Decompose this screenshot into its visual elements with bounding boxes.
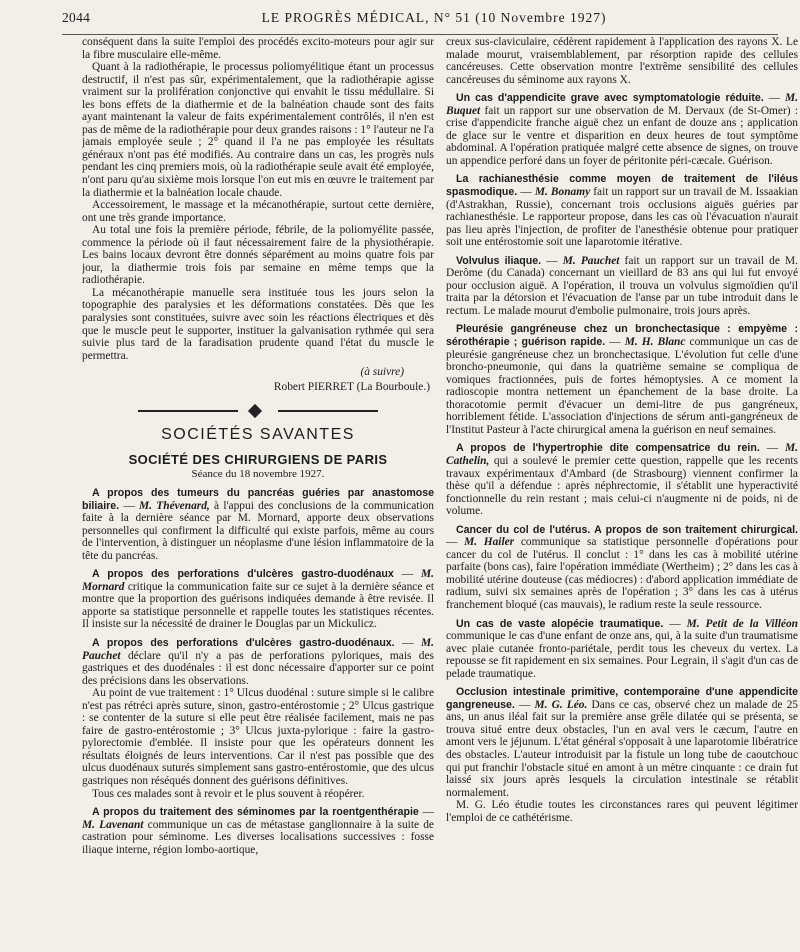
article-heading: Cancer du col de l'utérus. A propos de son traitement chirurgical. <box>456 523 798 536</box>
journal-title: LE PROGRÈS MÉDICAL, N° 51 (10 Novembre 1927) <box>261 10 607 25</box>
article-author: M. H. Blanc <box>624 336 686 349</box>
article-heading: A propos de l'hypertrophie dite compensatrice du rein. <box>456 442 760 455</box>
article-author: M. Pauchet <box>562 254 620 267</box>
paragraph: Accessoirement, le massage et la mécanothérapie, surtout cette dernière, ont une très grande importance. <box>82 199 434 224</box>
section-title: SOCIÉTÉS SAVANTES <box>161 426 355 444</box>
article-heading: Un cas de vaste alopécie traumatique. <box>456 617 664 630</box>
article-paragraph <box>82 788 434 801</box>
article-paragraph: A propos des tumeurs du pancréas guéries par anastomose biliaire. — M. Thévenard, à l'appui des conclusions de la communication faite à la dernière séance par M. Mornard, apporte deux observations personnelles qui confirment la difficulté qui existe parfois, même au cours de l'intervention, à distinguer un néoplasme d'une lésion inflammatoire de la tête du pancréas. <box>82 486 434 562</box>
article-text: qui a soulevé le premier cette question, rappelle que les recents travaux expérimentaux d'Ambard (de Strasbourg) viennent confirmer la thèse qu'il a défendue : après néphrectomie, il s'établit une hyperactivité fonctionnelle du rein restant ; mais celui-ci n'augmente ni de poids, ni de volume. <box>446 454 798 518</box>
right-articles <box>446 92 798 824</box>
article-paragraph: A propos de l'hypertrophie dite compensatrice du rein. — M. Cathelin, qui a soulevé le premier cette question, rappelle que les recents travaux expérimentaux d'Ambard (de Strasbourg) viennent confirmer la thèse qu'il a défendue : après néphrectomie, il s'établit une hyperactivité fonctionnelle du rein restant ; mais celui-ci n'augmente ni de poids, ni de volume. <box>446 442 798 518</box>
article-author: M. Hailer <box>464 536 515 549</box>
article-author: M. Bonamy <box>534 186 591 199</box>
session-date: Séance du 18 novembre 1927. <box>191 468 325 481</box>
society-title: SOCIÉTÉ DES CHIRURGIENS DE PARIS <box>128 451 388 467</box>
header-rule <box>62 34 778 35</box>
article-author: M. G. Léo <box>456 799 510 812</box>
article-paragraph: A propos des perforations d'ulcères gastro-duodénaux — M. Mornard critique la communication faite sur ce sujet à la dernière séance et montre que la proportion des guérisons indiquées demande à être revisée. Il apporte sa statistique personnelle et rappelle toutes les statistiques récentes. Il insiste sur la nécessité de drainer le Douglas par un Mickulicz. <box>82 568 434 631</box>
article-heading: A propos des tumeurs du pancréas guéries par anastomose biliaire. <box>82 486 434 512</box>
article-text: fait un rapport sur un travail de M. Issaakian (d'Astrakhan, Russie), concernant trois occlusions aiguës guéries par rachianesthésie. Le rapporteur propose, dans les cas où l'évacuation n'aurait pas lieu après l'injection, de profiter de l'anesthésie obtenue pour pratiquer soit une entérostomie soit une laparotomie itérative. <box>446 186 798 249</box>
author-signature: Robert PIERRET (La Bourboule.) <box>273 380 430 393</box>
article-text: déclare qu'il n'y a pas de perforations pyloriques, mais des gastriques et des duodénales : il est donc nécessaire d'apporter sur ce point des précisions dans les observations. <box>82 649 434 687</box>
article-text: Au point de vue traitement : 1° Ulcus duodénal : suture simple si le calibre n'est pas rétréci après suture, sinon, gastro-entérostomie ; 2° Ulcus gastrique : se contenter de la suture si elle peut être réalisée facilement, mais ne pas faire de gastro-entérostomie ; 3° Ulcus juxta-pylorique : faire la gastro-pylorectomie d'emblée. Il insiste pour que les opérateurs donnent les résultats éloignés de leurs interventions. Car il n'est pas possible que des ulcus duodénaux suturés simplement sans gastro-entérostomie, que des ulcus gastriques non réséqués donnent des guérisons définitives. <box>82 687 434 787</box>
article-author: M. Buquet <box>446 92 798 117</box>
paragraph: La mécanothérapie manuelle sera instituée tous les jours selon la topographie des paralysies et les déformations constatées. Dès que les paralysies sont constituées, suivre avec soin les réactions électriques et dès que le muscle peut le supporter, instituer la galvanisation rythmée qui sera suivie plus tard de la faradisation prudente quand l'état du muscle le permettra. <box>82 286 434 362</box>
article-paragraph: Un cas d'appendicite grave avec symptomatologie réduite. — M. Buquet fait un rapport sur une observation de M. Dervaux (de St-Omer) : crise d'appendicite franche aiguë chez un enfant de douze ans ; application de glace sur le ventre et disparition en deux heures de tout symptôme abdominal. A l'opération pratiquée malgré cette absence de signes, on trouve un appendice perforé dans un foyer de péritonite péri-cæcale. Guérison. <box>446 92 798 167</box>
article-paragraph: Occlusion intestinale primitive, contemporaine d'une appendicite gangreneuse. — M. G. Léo. Dans ce cas, observé chez un malade de 25 ans, un anus iléal fait sur la première anse grêle dilatée qui se présenta, se trouva situé entre deux obstacles, l'un en aval vers le cæcum, l'autre en amont vers le jéjunum. L'état général s'opposait à une laparotomie libératrice des obstacles. L'auteur introduisit par la fistule un long tube de caoutchouc qui put franchir l'obstacle situé en amont à un mètre cinquante : ce drain fut laissé six jours après lesquels la circulation intestinale se rétablit normalement. <box>446 686 798 799</box>
article-paragraph: A propos du traitement des séminomes par la roentgenthérapie — M. Lavenant communique un cas de métastase ganglionnaire à la suite de castration pour séminome. Les diverses localisations successives : fosse iliaque interne, région lombo-aortique, <box>82 806 434 856</box>
article-heading: Pleurésie gangréneuse chez un bronchectasique : empyème : sérothérapie ; guérison rapide. <box>446 323 798 349</box>
to-be-continued: (à suivre) <box>360 366 404 379</box>
article-paragraph: Pleurésie gangréneuse chez un bronchectasique : empyème : sérothérapie ; guérison rapide. — M. H. Blanc communique un cas de pleurésie gangréneuse chez un bronchectasique. L'évolution fut celle d'une broncho-pneumonie, qui dans la quatrième semaine se compliqua de vomiques fractionnées, puis de fortes hémoptysies. A ce moment la radioscopie montra nettement un épanchement de la base droite. La thoracotomie permit d'évacuer un demi-litre de pus gangréneux, horriblement fétide. L'association d'injections de sérum anti-gangréneux de l'Institut Pasteur à l'acte chirurgical amena la guérison en neuf semaines. <box>446 323 798 436</box>
article-text: fait un rapport sur une observation de M. Dervaux (de St-Omer) : crise d'appendicite franche aiguë chez un enfant de douze ans ; application de glace sur le ventre et disparition en deux heures de tout symptôme abdominal. A l'opération pratiquée malgré cette absence de signes, on trouve un appendice perforé dans un foyer de péritonite péri-cæcale. Guérison. <box>446 104 798 167</box>
article-paragraph <box>82 687 434 787</box>
paragraph: Au total une fois la première période, fébrile, de la poliomyélite passée, commence la période où il faut nécessairement faire de la physiothérapie. Les bains locaux devront être donnés séparément au moins quatre fois par jour, la diathermie trois fois par semaine en même temps que la radiothérapie. <box>82 224 434 287</box>
article-text: communique le cas d'une enfant de onze ans, qui, à la suite d'un traumatisme avec plaie cutanée fronto-pariétale, perdit tous les cheveux du vertex. La repousse se fit rapidement en six semaines. Pour Legrain, il s'agit d'un cas de pelade traumatique. <box>446 630 798 680</box>
left-column <box>82 36 434 946</box>
article-text: communique un cas de métastase ganglionnaire à la suite de castration pour séminome. Les diverses localisations successives : fosse iliaque interne, région lombo-aortique, <box>82 818 434 856</box>
article-heading: A propos des perforations d'ulcères gastro-duodénaux. <box>92 636 395 649</box>
article-heading: A propos des perforations d'ulcères gastro-duodénaux <box>92 568 394 581</box>
page-number: 2044 <box>62 10 91 25</box>
article-paragraph: La rachianesthésie comme moyen de traitement de l'iléus spasmodique. — M. Bonamy fait un rapport sur un travail de M. Issaakian (d'Astrakhan, Russie), concernant trois occlusions aiguës guéries par rachianesthésie. Le rapporteur propose, dans les cas où l'évacuation n'aurait pas lieu après l'injection, de profiter de l'anesthésie obtenue pour pratiquer soit une entérostomie soit une laparotomie itérative. <box>446 173 798 249</box>
article-author: M. Petit de la Villéon <box>686 617 798 630</box>
article-paragraph: A propos des perforations d'ulcères gastro-duodénaux. — M. Pauchet déclare qu'il n'y a pas de perforations pyloriques, mais des gastriques et des duodénales : il est donc nécessaire d'apporter sur ce point des précisions dans les observations. <box>82 636 434 687</box>
article-author: M. Pauchet <box>82 636 434 662</box>
article-author: M. Thévenard, <box>139 499 210 512</box>
article-author: M. Cathelin, <box>446 442 798 467</box>
article-heading: Volvulus iliaque. <box>456 254 542 267</box>
article-paragraph: Volvulus iliaque. — M. Pauchet fait un rapport sur un travail de M. Derôme (du Canada) concernant un vieillard de 83 ans qui lui fut envoyé pour occlusion aiguë. A l'opération, il trouva un volvulus sigmoïdien qu'il traita par la détorsion et l'évacuation de l'anse par un tube introduit dans le rectum. Le malade mourut d'embolie pulmonaire, trois jours après. <box>446 254 798 317</box>
article-text: Tous ces malades sont à revoir et le plus souvent à réopérer. <box>92 787 365 800</box>
article-text: à l'appui des conclusions de la communication faite à la dernière séance par M. Mornard, apporte deux observations personnelles qui confirment la difficulté qui existe parfois, même au cours de l'intervention, à distinguer un néoplasme d'une lésion inflammatoire de la tête du pancréas. <box>82 499 434 562</box>
article-heading: Un cas d'appendicite grave avec symptomatologie réduite. <box>456 92 764 105</box>
article-author: M. G. Léo. <box>534 698 588 711</box>
article-author: M. Mornard <box>82 568 434 593</box>
paragraph: conséquent dans la suite l'emploi des procédés excito-moteurs pour agir sur la fibre musculaire elle-même. <box>82 36 434 61</box>
article-text: étudie toutes les circonstances rares qui peuvent légitimer l'emploi de ce cathétérisme. <box>446 799 798 824</box>
right-column <box>446 36 798 946</box>
article-text: fait un rapport sur un travail de M. Derôme (du Canada) concernant un vieillard de 83 ans qui lui fut envoyé pour occlusion aiguë. A l'opération, il trouva un volvulus sigmoïdien qu'il traita par la détorsion et l'évacuation de l'anse par un tube introduit dans le rectum. Le malade mourut d'embolie pulmonaire, trois jours après. <box>446 254 798 317</box>
paragraph: creux sus-claviculaire, cédèrent rapidement à l'application des rayons X. Le malade mourut, vraisemblablement, par résorption rapide des cellules cancéreuses. Cette observation montre l'extrême sensibilité des cellules cancéreuses du séminome aux rayons X. <box>446 36 798 86</box>
article-heading: La rachianesthésie comme moyen de traitement de l'iléus spasmodique. <box>446 173 798 199</box>
paragraph: Quant à la radiothérapie, le processus poliomyélitique étant un processus destructif, il n'est pas sûr, expérimentalement, que la radiothérapie agisse vraiment sur la prolifération conjonctive qui envahit le tissu médullaire. Si les bons effets de la diathermie et de la balnéation chaude sont des faits ayant maintenant la valeur de faits expérimentalement contrôlés, il n'en est pas de même de la radiothérapie pour deux grandes raisons : 1° l'auteur ne l'a jamais employée seule ; 2° quand il l'a ne pas employée les résultats généraux n'ont pas été modifiés. Au contraire dans un cas, les progrès nuls pendant les cinq premiers mois, où la radiothérapie seule avait été employée, n'ont paru qu'au sixième mois lorsque l'on eut mis en œuvre le traitement par la diathermie et la balnéation locale chaude. <box>82 61 434 199</box>
article-paragraph: Cancer du col de l'utérus. A propos de son traitement chirurgical. — M. Hailer communique sa statistique personnelle d'opérations pour cancer du col de l'utérus. Il conclut : 1° dans les cas à mobilité utérine parfaite (bons cas), faire l'opération immédiate (Wertheim) ; 2° dans les cas à mobilité utérine douteuse (cas médiocres) : d'abord application immédiate de radium, suivi six semaines après de l'opération ; 3° dans les cas à utérus franchement bloqué (cas mauvais), le radium reste la seule ressource. <box>446 523 798 611</box>
article-author: M. Lavenant <box>82 818 144 831</box>
left-articles <box>82 487 434 856</box>
article-paragraph: Un cas de vaste alopécie traumatique. — M. Petit de la Villéon communique le cas d'une enfant de onze ans, qui, à la suite d'un traumatisme avec plaie cutanée fronto-pariétale, perdit tous les cheveux du vertex. La repousse se fit rapidement en six semaines. Pour Legrain, il s'agit d'un cas de pelade traumatique. <box>446 617 798 680</box>
article-text: Dans ce cas, observé chez un malade de 25 ans, un anus iléal fait sur la première anse grêle dilatée qui se présenta, se trouva situé entre deux obstacles, l'un en aval vers le cæcum, l'autre en amont vers le jéjunum. L'état général s'opposait à une laparotomie libératrice des obstacles. L'auteur introduisit par la fistule un long tube de caoutchouc qui put franchir l'obstacle situé en amont à un mètre cinquante : ce drain fut laissé six jours après lesquels la circulation intestinale se rétablit normalement. <box>446 698 798 799</box>
article-text: critique la communication faite sur ce sujet à la dernière séance et montre que la proportion des guérisons indiquées demande à être revisée. Il apporte sa statistique personnelle et rappelle toutes les statistiques récentes. Il insiste sur la nécessité de drainer le Douglas par un Mickulicz. <box>82 580 434 631</box>
article-text: communique sa statistique personnelle d'opérations pour cancer du col de l'utérus. Il conclut : 1° dans les cas à mobilité utérine parfaite (bons cas), faire l'opération immédiate (Wertheim) ; 2° dans les cas à mobilité utérine douteuse (cas médiocres) : d'abord application immédiate de radium, suivi six semaines après de l'opération ; 3° dans les cas à utérus franchement bloqué (cas mauvais), le radium reste la seule ressource. <box>446 536 798 611</box>
article-heading: Occlusion intestinale primitive, contemporaine d'une appendicite gangreneuse. <box>446 686 798 711</box>
article-heading: A propos du traitement des séminomes par la roentgenthérapie <box>92 806 419 819</box>
article-text: communique un cas de pleurésie gangréneuse chez un bronchectasique. L'évolution fut celle d'une broncho-pneumonie, qui dans la quatrième semaine se compliqua de vomiques fractionnées, puis de fortes hémoptysies. A ce moment la radioscopie montra nettement un épanchement de la base droite. La thoracotomie permit d'évacuer un demi-litre de pus gangréneux, horriblement fétide. L'association d'injections de sérum anti-gangréneux de l'Institut Pasteur à l'acte chirurgical amena la guérison en neuf semaines. <box>446 336 798 436</box>
article-paragraph <box>446 799 798 824</box>
page-header <box>62 10 778 30</box>
section-divider <box>138 407 378 415</box>
